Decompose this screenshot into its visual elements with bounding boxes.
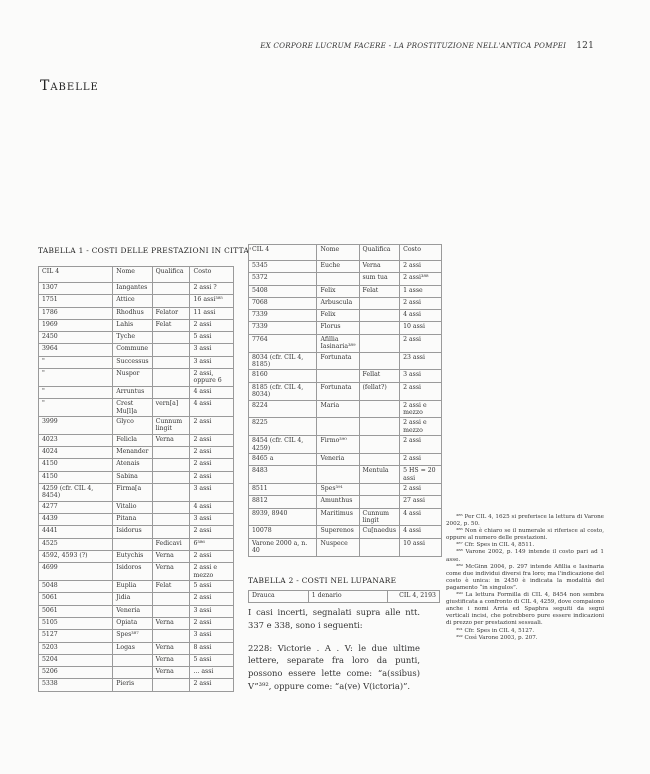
table-cell: Commune [113, 344, 152, 356]
table-cell: 2 assi [400, 297, 442, 309]
table-cell: 4592, 4593 (?) [39, 551, 113, 563]
table-cell: 5204 [39, 654, 113, 666]
table-cell: 4699 [39, 563, 113, 581]
table-cell: 4525 [39, 538, 113, 550]
table-cell [359, 352, 400, 370]
table-cell: 10 assi [400, 322, 442, 334]
table-cell: 8034 (cfr. CIL 4, 8185) [249, 352, 317, 370]
table-row [39, 471, 234, 483]
table-row [249, 261, 442, 273]
table-cell: Veneria [113, 605, 152, 617]
table-cell: Tyche [113, 332, 152, 344]
table-cell: 2 assi [190, 679, 234, 691]
table-row [39, 581, 234, 593]
table-cell: Firma[a [113, 484, 152, 502]
table-row [249, 273, 442, 285]
table-cell: Felat [152, 581, 190, 593]
table-row [249, 526, 442, 538]
table-cell: Nuspece [317, 538, 359, 556]
table-cell: 8511 [249, 484, 317, 496]
table-cell [359, 334, 400, 352]
table-cell [359, 400, 400, 418]
table-cell: Veneria [317, 453, 359, 465]
table-row [39, 459, 234, 471]
table-cell: 5338 [39, 679, 113, 691]
table-cell: 5345 [249, 261, 317, 273]
table-cell: 2 assi³⁸⁸ [400, 273, 442, 285]
table-row [39, 526, 234, 538]
table-row [39, 295, 234, 307]
footnote: ³⁹¹ Cfr. Spes in CIL 4, 5127. [456, 627, 535, 634]
footnote: ³⁹⁰ La lettura Formilla di CIL 4, 8454 non sembra giustificata a confronto di CIL 4, 4259, dove compaiono anche i nomi Arria ed Spaphra seguiti da segni verticali incisi, che potrebbero pure essere indicazioni di prezzo per prestazioni sessuali. [446, 592, 604, 627]
table-cell: 7068 [249, 297, 317, 309]
column-header: Qualifica [359, 245, 400, 261]
table-cell: 5 assi [190, 332, 234, 344]
table-cell: Florus [317, 322, 359, 334]
table-row [249, 334, 442, 352]
table-cell: 11 assi [190, 307, 234, 319]
table-cell: 3 assi [400, 370, 442, 382]
table-row [39, 447, 234, 459]
table-cell: 23 assi [400, 352, 442, 370]
table-cell: 5206 [39, 667, 113, 679]
table-cell: 8465 a [249, 453, 317, 465]
table-row [39, 307, 234, 319]
table-cell: 5203 [39, 642, 113, 654]
table-cell: Attice [113, 295, 152, 307]
table-cell: 5127 [39, 630, 113, 642]
table-cell: 10078 [249, 526, 317, 538]
table-cell: 2 assi [190, 526, 234, 538]
table-cell: 4439 [39, 514, 113, 526]
table-cell: Fellat [359, 370, 400, 382]
table-row [249, 285, 442, 297]
table-cell: Verna [152, 563, 190, 581]
table-cell: Verna [152, 618, 190, 630]
column-header: Costo [190, 267, 234, 283]
table-cell: Euplia [113, 581, 152, 593]
table-cell: Sabina [113, 471, 152, 483]
table-cell: 3 assi [190, 344, 234, 356]
table-cell: (fellat?) [359, 382, 400, 400]
footnote: ³⁸⁶ Non è chiaro se il numerale si riferisce al costo, oppure al numero delle prestazioni. [446, 528, 604, 542]
table-cell: 4 assi [400, 310, 442, 322]
table-cell: 4024 [39, 447, 113, 459]
paragraph: 2228: Victorie . A . V: le due ultime lettere, separate fra loro da punti, possono essere lette come: “a(ssibus) V”³⁹², oppure come: “a(ve) V(ictoria)”. [248, 642, 420, 691]
table-row [39, 484, 234, 502]
table-row [39, 679, 234, 691]
table-cell: Cunnum lingit [152, 417, 190, 435]
table-cell [152, 484, 190, 502]
table-row [39, 593, 234, 605]
table-cell: " [39, 386, 113, 398]
table-cell: 2 assi, oppure 6 [190, 369, 234, 387]
table-cell: 2 assi [190, 471, 234, 483]
table-cell: Eutychis [113, 551, 152, 563]
table-row [249, 310, 442, 322]
table-cell: 8160 [249, 370, 317, 382]
table-cell: 5105 [39, 618, 113, 630]
table-cell: Atenais [113, 459, 152, 471]
table-cell [152, 332, 190, 344]
footnote: ³⁸⁹ McGinn 2004, p. 297 intende Afillia e Iasinaria come due individui diversi fra loro; ma l'indicazione del costo è unica: in 2450 è indicata la modalità del pagamento “in singulos”. [446, 563, 604, 591]
table-cell: 7339 [249, 322, 317, 334]
table-cell [152, 593, 190, 605]
table-row [249, 538, 442, 556]
table-cell: " [39, 369, 113, 387]
table-cell: Maritimus [317, 508, 359, 526]
table-cell: CIL 4, 2193 [388, 591, 440, 603]
table-cell: 1307 [39, 283, 113, 295]
table-cell: Superenos [317, 526, 359, 538]
table-cell: 5 assi [190, 581, 234, 593]
table-cell: 2 assi [400, 436, 442, 454]
table-cell: sum tua [359, 273, 400, 285]
table-cell: 2 assi [190, 417, 234, 435]
table-cell [113, 538, 152, 550]
table-cell: 1 asse [400, 285, 442, 297]
table-cell: Jidia [113, 593, 152, 605]
table-cell: 2 assi e mezzo [400, 400, 442, 418]
table-row [39, 667, 234, 679]
table-row [249, 352, 442, 370]
table-cell: " [39, 356, 113, 368]
table-row [249, 370, 442, 382]
table-cell: 2 assi [190, 618, 234, 630]
table-cell [359, 418, 400, 436]
table-cell: 5 assi [190, 654, 234, 666]
table-row [39, 501, 234, 513]
table-cell: Fortunata [317, 382, 359, 400]
costs-table-city [38, 266, 234, 692]
table-cell: 1786 [39, 307, 113, 319]
table-cell: ... assi [190, 667, 234, 679]
table-cell: 2 assi [190, 434, 234, 446]
table-cell: Crest Mu[l]a [113, 399, 152, 417]
table-cell: Firmo³⁹⁰ [317, 436, 359, 454]
table-cell: 8939, 8940 [249, 508, 317, 526]
table-row [249, 297, 442, 309]
table-cell: 2 assi [190, 319, 234, 331]
table-cell [359, 310, 400, 322]
table-cell: Spes³⁸⁷ [113, 630, 152, 642]
table-cell: 5061 [39, 605, 113, 617]
table-cell: 8225 [249, 418, 317, 436]
table-cell [152, 386, 190, 398]
running-head [260, 41, 594, 51]
table-cell: 2 assi e mezzo [400, 418, 442, 436]
table-cell: Iangantes [113, 283, 152, 295]
table-cell: 1 denario [308, 591, 388, 603]
table-row [39, 356, 234, 368]
table-cell: 4 assi [190, 399, 234, 417]
table-cell: Verna [152, 667, 190, 679]
table-cell: vern[a] [152, 399, 190, 417]
table-cell: Euche [317, 261, 359, 273]
table-row [249, 591, 440, 603]
table-cell: 5372 [249, 273, 317, 285]
table-cell [359, 453, 400, 465]
table-cell: 4 assi [400, 508, 442, 526]
table-cell: Afillia Iasinaria³⁸⁹ [317, 334, 359, 352]
table-cell: " [39, 399, 113, 417]
table-cell: 10 assi [400, 538, 442, 556]
footnote: ³⁸⁸ Varone 2002, p. 149 intende il costo pari ad 1 asse. [446, 549, 604, 563]
table-row [39, 538, 234, 550]
table-cell [152, 459, 190, 471]
table-cell: Felicla [113, 434, 152, 446]
table-header-row [39, 267, 234, 283]
table-cell: Opiata [113, 618, 152, 630]
table-cell: 5061 [39, 593, 113, 605]
table-cell: 6³⁸⁶ [190, 538, 234, 550]
table-row [249, 496, 442, 508]
table-cell: 8454 (cfr. CIL 4, 4259) [249, 436, 317, 454]
table-cell [317, 370, 359, 382]
table-row [39, 514, 234, 526]
table-cell [152, 679, 190, 691]
table-cell [317, 273, 359, 285]
table-cell: 2 assi [190, 459, 234, 471]
table-cell [152, 630, 190, 642]
table-row [39, 399, 234, 417]
table-cell: Felat [152, 319, 190, 331]
table-cell: 2 assi ? [190, 283, 234, 295]
table-row [39, 434, 234, 446]
table-cell: 3 assi [190, 514, 234, 526]
table-cell [359, 436, 400, 454]
table-row [39, 332, 234, 344]
table-cell: 3 assi [190, 356, 234, 368]
table-row [39, 369, 234, 387]
table-cell: Isidorus [113, 526, 152, 538]
table-cell: 16 assi³⁸⁵ [190, 295, 234, 307]
table-cell: 7339 [249, 310, 317, 322]
table-cell [152, 369, 190, 387]
table-cell: 4 assi [400, 526, 442, 538]
footnote: ³⁹² Così Varone 2003, p. 207. [456, 634, 538, 641]
table-cell [152, 295, 190, 307]
paragraph: I casi incerti, segnalati supra alle ntt. 337 e 338, sono i seguenti: [248, 607, 420, 630]
page-number: 121 [576, 41, 594, 51]
table-cell: 2 assi [190, 447, 234, 459]
table-cell: 4277 [39, 501, 113, 513]
table-cell [152, 344, 190, 356]
table-cell: Cu[naedus [359, 526, 400, 538]
costs-table-lupanar [248, 590, 440, 603]
table-cell: Arbuscula [317, 297, 359, 309]
column-header: CIL 4 [249, 245, 317, 261]
table-row [39, 563, 234, 581]
table-cell: 4150 [39, 459, 113, 471]
table-cell [359, 538, 400, 556]
table-cell: 27 assi [400, 496, 442, 508]
table-cell: Glyco [113, 417, 152, 435]
table-cell: 4259 (cfr. CIL 4, 8454) [39, 484, 113, 502]
column-header: Nome [317, 245, 359, 261]
table-cell: Isidoros [113, 563, 152, 581]
table-row [39, 386, 234, 398]
table-cell: 3964 [39, 344, 113, 356]
table-cell [152, 526, 190, 538]
table-row [39, 319, 234, 331]
column-header: Nome [113, 267, 152, 283]
footnotes [446, 514, 604, 642]
column-header: CIL 4 [39, 267, 113, 283]
table-cell: 2 assi [400, 453, 442, 465]
table-cell [152, 514, 190, 526]
table-cell: 7764 [249, 334, 317, 352]
table-cell: 8 assi [190, 642, 234, 654]
table1-caption: TABELLA 1 - COSTI DELLE PRESTAZIONI IN CITTA' [38, 246, 252, 255]
table-cell [152, 356, 190, 368]
table-cell: Felix [317, 285, 359, 297]
table-cell: Fortunata [317, 352, 359, 370]
table-cell: 5 HS = 20 assi [400, 466, 442, 484]
table-cell [359, 297, 400, 309]
table-row [249, 508, 442, 526]
table-cell: Varone 2000 a, n. 40 [249, 538, 317, 556]
table-row [249, 322, 442, 334]
table-cell: 8812 [249, 496, 317, 508]
table-cell: 8224 [249, 400, 317, 418]
table-row [39, 618, 234, 630]
costs-table-city-continued [248, 244, 442, 557]
table-cell [152, 471, 190, 483]
table-cell: 4441 [39, 526, 113, 538]
section-title: Tabelle [40, 78, 99, 94]
table-row [249, 453, 442, 465]
table-cell: Felix [317, 310, 359, 322]
table-cell: Fedicavi [152, 538, 190, 550]
column-header: Costo [400, 245, 442, 261]
table-row [39, 417, 234, 435]
table-row [39, 283, 234, 295]
table-cell [152, 605, 190, 617]
running-title: EX CORPORE LUCRUM FACERE - LA PROSTITUZIONE NELL'ANTICA POMPEI [260, 41, 567, 50]
table-cell [359, 322, 400, 334]
table-cell: 3999 [39, 417, 113, 435]
table-row [39, 605, 234, 617]
table-cell [113, 667, 152, 679]
table-cell: Lahis [113, 319, 152, 331]
table-cell: Verna [152, 642, 190, 654]
table-cell [152, 501, 190, 513]
table-cell: 2 assi [400, 382, 442, 400]
table-cell: Verna [359, 261, 400, 273]
table-cell: 1751 [39, 295, 113, 307]
table-cell [317, 466, 359, 484]
table-row [249, 382, 442, 400]
table-cell: Rhodhus [113, 307, 152, 319]
table-cell: 4 assi [190, 386, 234, 398]
table-row [249, 466, 442, 484]
table-cell [152, 283, 190, 295]
table-cell: Pieris [113, 679, 152, 691]
table-row [39, 642, 234, 654]
table-cell: 4150 [39, 471, 113, 483]
table-cell: 4023 [39, 434, 113, 446]
table-cell: 3 assi [190, 630, 234, 642]
table-header-row [249, 245, 442, 261]
table-cell: Mentula [359, 466, 400, 484]
table-cell [317, 418, 359, 436]
table-cell: Drauca [249, 591, 309, 603]
footnote: ³⁸⁷ Cfr. Spes in CIL 4, 8511. [456, 542, 535, 549]
table-cell: 3 assi [190, 605, 234, 617]
table-cell: 8483 [249, 466, 317, 484]
table-cell: 2 assi [190, 593, 234, 605]
table-cell: Felator [152, 307, 190, 319]
table-cell: Verna [152, 434, 190, 446]
table-cell: Arruntus [113, 386, 152, 398]
table-row [39, 630, 234, 642]
table-cell: 2 assi [400, 261, 442, 273]
table2-caption: TABELLA 2 - COSTI NEL LUPANARE [248, 576, 397, 585]
table-cell: Spes³⁹¹ [317, 484, 359, 496]
table-cell: Maria [317, 400, 359, 418]
table-cell: 8185 (cfr. CIL 4, 8034) [249, 382, 317, 400]
table-cell: Cunnum lingit [359, 508, 400, 526]
table-cell [359, 496, 400, 508]
table-cell: Vitalio [113, 501, 152, 513]
table-cell: 5408 [249, 285, 317, 297]
table-cell: Felat [359, 285, 400, 297]
table-row [249, 418, 442, 436]
table-cell: Nuspor [113, 369, 152, 387]
table-cell: 2 assi [190, 551, 234, 563]
table-cell [152, 447, 190, 459]
footnote: ³⁸⁵ Per CIL 4, 1625 si preferisce la lettura di Varone 2002, p. 50. [446, 514, 604, 528]
table-cell: Menander [113, 447, 152, 459]
table-cell: Verna [152, 654, 190, 666]
table-cell [113, 654, 152, 666]
table-cell: 2 assi [400, 334, 442, 352]
table-cell: Pitana [113, 514, 152, 526]
body-text [248, 606, 420, 703]
table-cell: 3 assi [190, 484, 234, 502]
table-cell: 2 assi [400, 484, 442, 496]
table-cell: Successus [113, 356, 152, 368]
table-cell [359, 484, 400, 496]
column-header: Qualifica [152, 267, 190, 283]
table-row [249, 484, 442, 496]
table-row [39, 654, 234, 666]
table-cell: 5048 [39, 581, 113, 593]
table-row [249, 400, 442, 418]
table-cell: Amunthus [317, 496, 359, 508]
table-cell: Logas [113, 642, 152, 654]
table-row [39, 344, 234, 356]
table-cell: 4 assi [190, 501, 234, 513]
table-cell: Verna [152, 551, 190, 563]
table-cell: 2 assi e mezzo [190, 563, 234, 581]
table-row [249, 436, 442, 454]
table-row [39, 551, 234, 563]
table-cell: 1969 [39, 319, 113, 331]
table-cell: 2450 [39, 332, 113, 344]
